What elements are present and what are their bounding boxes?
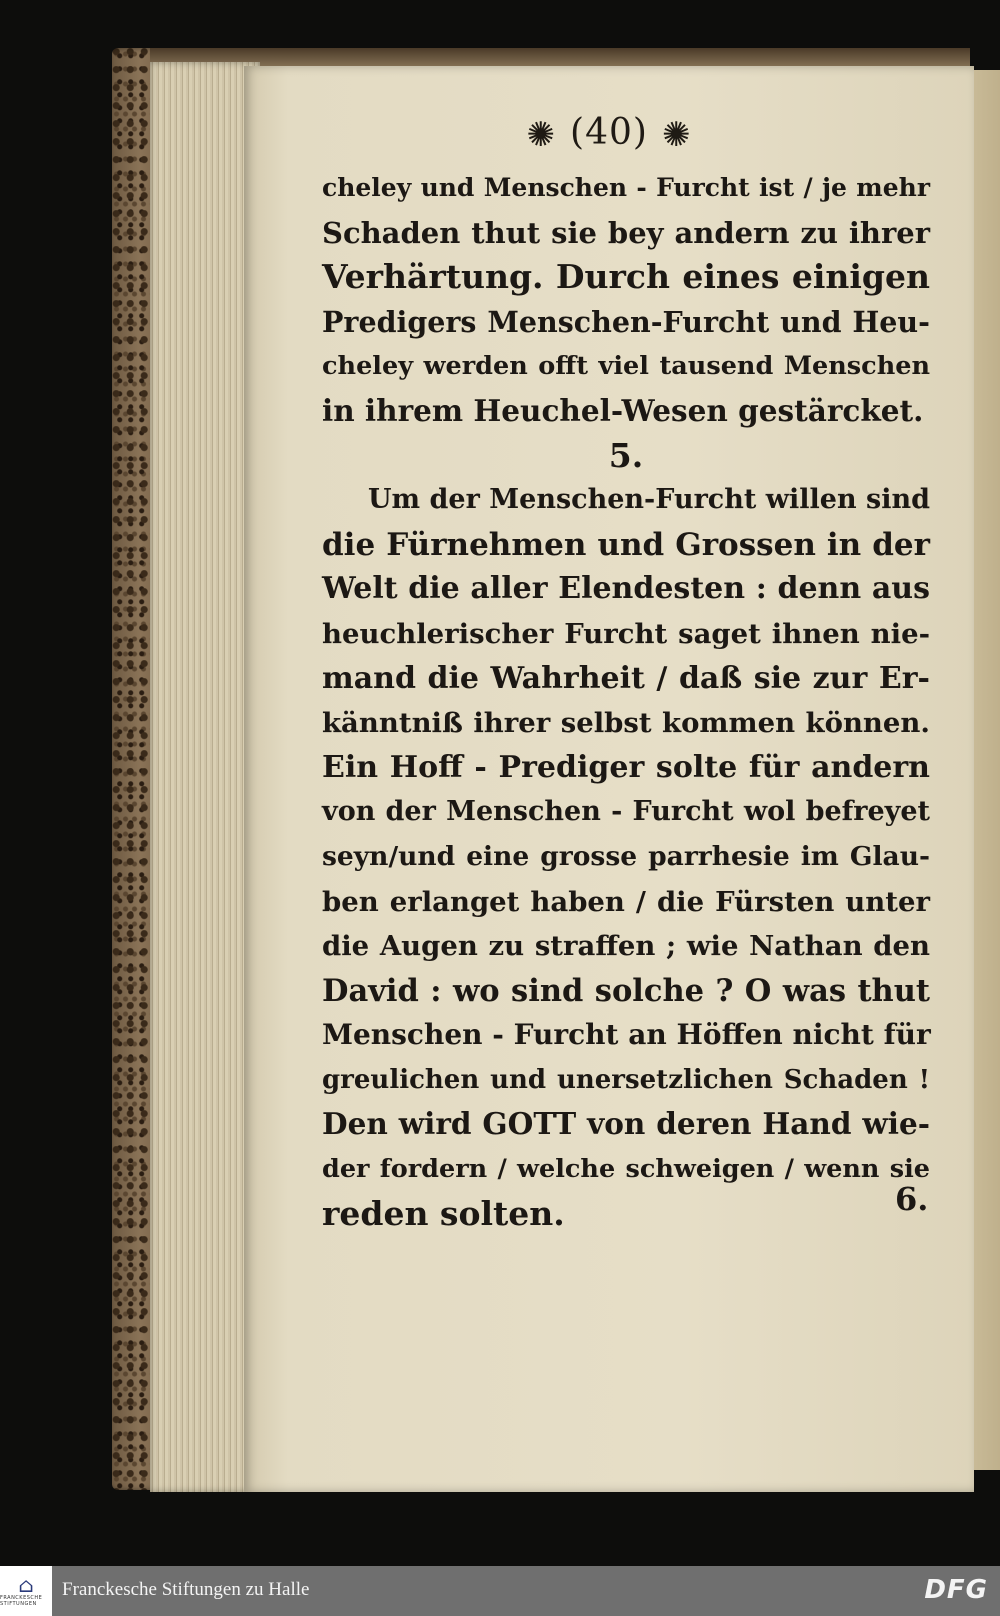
- text-line: von der Menschen - Furcht wol befreyet: [322, 796, 930, 828]
- page-number: (40): [570, 112, 648, 153]
- text-line: die Fürnehmen und Grossen in der: [322, 526, 930, 563]
- viewer-footer: [0, 1566, 1000, 1616]
- catchword: 6.: [895, 1180, 929, 1218]
- text-line: die Augen zu straffen ; wie Nathan den: [322, 930, 930, 963]
- institution-logo[interactable]: [0, 1566, 52, 1616]
- text-line: David : wo sind solche ? O was thut: [322, 972, 930, 1009]
- text-line: mand die Wahrheit / daß sie zur Er-: [322, 660, 930, 696]
- text-line: reden solten.: [322, 1193, 565, 1233]
- text-line: Den wird GOTT von deren Hand wie-: [322, 1106, 930, 1142]
- text-line: Menschen - Furcht an Höffen nicht für: [322, 1018, 931, 1052]
- logo-caption: FRANCKESCHE STIFTUNGEN: [0, 1595, 43, 1607]
- text-line: heuchlerischer Furcht saget ihnen nie-: [322, 617, 930, 650]
- text-line: der fordern / welche schweigen / wenn sie: [322, 1154, 930, 1185]
- text-line: seyn/und eine grosse parrhesie im Glau-: [322, 840, 930, 872]
- institution-name[interactable]: Franckesche Stiftungen zu Halle: [62, 1579, 310, 1600]
- text-line: in ihrem Heuchel-Wesen gestärcket.: [322, 392, 924, 428]
- text-line: cheley und Menschen - Furcht ist / je mehr: [322, 173, 930, 202]
- text-line: Welt die aller Elendesten : denn aus: [322, 571, 930, 607]
- text-line: Ein Hoff - Prediger solte für andern: [322, 749, 930, 785]
- ornament-icon: ✺: [661, 115, 692, 155]
- text-line: Predigers Menschen-Furcht und Heu-: [322, 304, 930, 339]
- page-header: [244, 112, 974, 155]
- text-line: Schaden thut sie bey andern zu ihrer: [322, 215, 930, 250]
- text-line: 5.: [608, 435, 644, 475]
- text-line: känntniß ihrer selbst kommen können.: [322, 707, 930, 740]
- text-line: greulichen und unersetzlichen Schaden !: [322, 1064, 930, 1095]
- text-line: Verhärtung. Durch eines einigen: [322, 257, 930, 297]
- text-line: cheley werden offt viel tausend Menschen: [322, 351, 930, 382]
- dfg-logo[interactable]: DFG: [924, 1575, 988, 1605]
- text-line: ben erlanget haben / die Fürsten unter: [322, 885, 930, 918]
- ornament-icon: ✺: [526, 115, 557, 155]
- text-line: Um der Menschen-Furcht willen sind: [368, 484, 930, 516]
- page-text: [322, 166, 930, 1236]
- house-icon: ⌂: [18, 1573, 34, 1597]
